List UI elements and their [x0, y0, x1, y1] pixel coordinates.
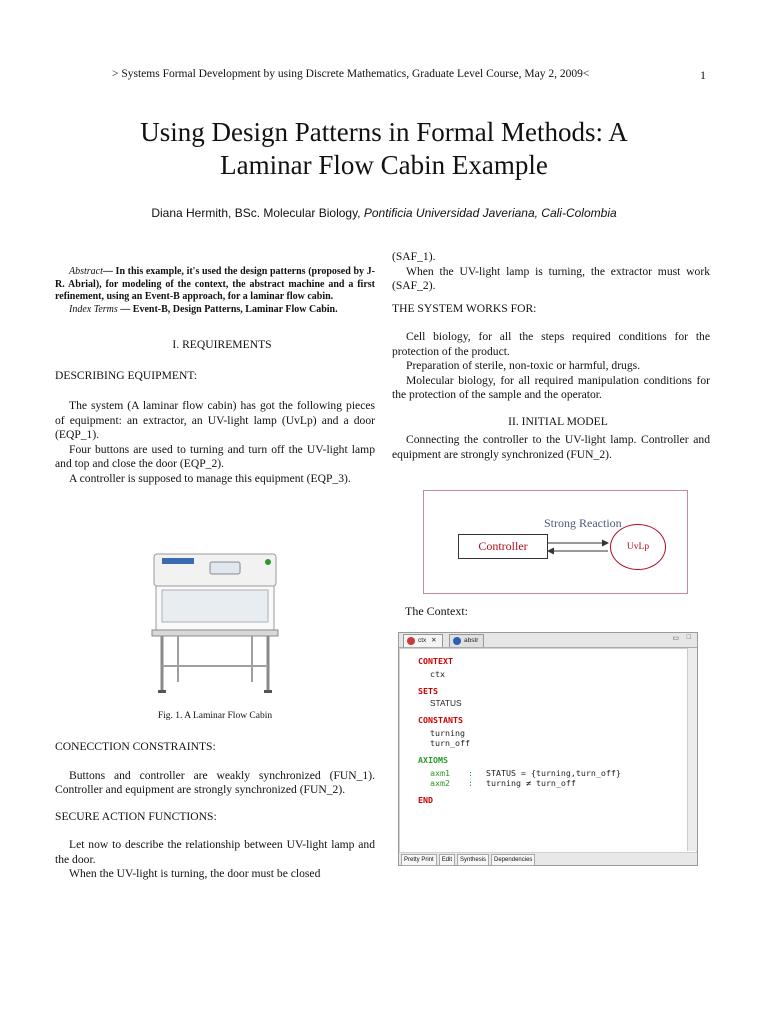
- context-keyword: CONTEXT: [418, 656, 453, 666]
- editor-scrollbar[interactable]: [687, 648, 697, 851]
- tab-edit[interactable]: Edit: [439, 854, 455, 866]
- maximize-icon[interactable]: □: [686, 634, 691, 641]
- paragraph-extractor: When the UV-light lamp is turning, the extractor must work (SAF_2).: [392, 264, 710, 292]
- tab-dependencies[interactable]: Dependencies: [491, 854, 535, 866]
- controller-diagram: [423, 490, 688, 594]
- constant-turning: turning: [430, 728, 465, 738]
- system-works-for-heading: THE SYSTEM WORKS FOR:: [392, 301, 537, 315]
- paragraph-connecting: Connecting the controller to the UV-light lamp. Controller and equipment are strongly synchronized (FUN_2).: [392, 433, 710, 461]
- axm2-label: axm2: [430, 778, 450, 788]
- editor-content: [399, 648, 697, 853]
- context-label: The Context:: [405, 604, 468, 618]
- left-column-lower: [55, 740, 375, 882]
- saf1-text: (SAF_1).: [392, 250, 436, 263]
- right-column: [392, 250, 710, 462]
- paragraph-door-closed: When the UV-light is turning, the door must be closed: [69, 867, 321, 880]
- sets-value: STATUS: [430, 698, 462, 708]
- section-heading-initial-model: II. INITIAL MODEL: [508, 414, 608, 428]
- constant-turn-off: turn_off: [430, 738, 470, 748]
- title-line-1: Using Design Patterns in Formal Methods: A: [140, 117, 628, 147]
- axm1-separator: :: [468, 768, 473, 778]
- context-icon: [407, 637, 415, 645]
- minimize-icon[interactable]: ▭: [672, 635, 679, 642]
- axm1-value: STATUS = {turning,turn_off}: [486, 768, 621, 778]
- running-head: > Systems Formal Development by using Discrete Mathematics, Graduate Level Course, May 2, 2009<: [112, 68, 590, 80]
- axm2-separator: :: [468, 778, 473, 788]
- paper-title: [80, 116, 688, 182]
- index-terms-text: — Event-B, Design Patterns, Laminar Flow Cabin.: [120, 303, 338, 315]
- tab-synthesis[interactable]: Synthesis: [457, 854, 489, 866]
- strong-reaction-label: Strong Reaction: [544, 516, 622, 530]
- connection-constraints-heading: CONECCTION CONSTRAINTS:: [55, 740, 216, 753]
- abstract-dash: —: [102, 266, 113, 277]
- axm2-value: turning ≠ turn_off: [486, 778, 576, 788]
- paragraph-cell-biology: Cell biology, for all the steps required conditions for the protection of the product.: [392, 330, 710, 358]
- close-icon[interactable]: ✕: [431, 637, 437, 644]
- tab-ctx[interactable]: [403, 634, 443, 647]
- section-heading-requirements: I. REQUIREMENTS: [172, 338, 272, 351]
- editor-tab-bar: [399, 633, 697, 648]
- page-number: 1: [700, 68, 706, 82]
- constants-keyword: CONSTANTS: [418, 715, 463, 725]
- tab-ctx-label: ctx: [418, 637, 427, 644]
- index-terms: [55, 304, 375, 317]
- left-column: [55, 266, 375, 486]
- axm1-label: axm1: [430, 768, 450, 778]
- laminar-flow-cabin-image: [148, 548, 282, 698]
- controller-box: Controller: [458, 534, 548, 559]
- paragraph-buttons: Four buttons are used to turning and turn off the UV-light lamp and top and close the door (EQP_2).: [55, 442, 375, 470]
- tab-abstr-label: abstr: [464, 637, 479, 644]
- secure-action-heading: SECURE ACTION FUNCTIONS:: [55, 809, 217, 823]
- context-name: ctx: [430, 669, 445, 679]
- paragraph-controller: A controller is supposed to manage this equipment (EQP_3).: [69, 471, 351, 485]
- author-name: Diana Hermith, BSc. Molecular Biology,: [151, 206, 361, 220]
- figure-1-caption: Fig. 1. A Laminar Flow Cabin: [157, 711, 273, 721]
- paragraph-synchronization: Buttons and controller are weakly synchronized (FUN_1). Controller and equipment are strongly synchronized (FUN_2).: [55, 768, 375, 796]
- end-keyword: END: [418, 795, 433, 805]
- paragraph-equipment: The system (A laminar flow cabin) has got the following pieces of equipment: an extractor, an UV-light lamp (UvLp) and a door (EQP_1).: [55, 399, 375, 441]
- tab-abstr[interactable]: [449, 634, 484, 647]
- index-terms-label: Index Terms: [69, 303, 118, 315]
- abstract-text: In this example, it's used the design patterns (proposed by J-R. Abrial), for modeling of the context, the abstract machine and a first refinement, using an Event-B approach, for a laminar flow cabin.: [55, 266, 375, 302]
- sets-keyword: SETS: [418, 686, 438, 696]
- author-line: [60, 206, 708, 220]
- paragraph-relationship: Let now to describe the relationship between UV-light lamp and the door.: [55, 838, 375, 866]
- paragraph-molecular-biology: Molecular biology, for all required manipulation conditions for the protection of the sample and the operator.: [392, 373, 710, 401]
- describing-equipment-heading: DESCRIBING EQUIPMENT:: [55, 368, 198, 382]
- axioms-keyword: AXIOMS: [418, 755, 448, 765]
- author-affiliation: Pontificia Universidad Javeriana, Cali-Colombia: [363, 206, 617, 220]
- abstract: [55, 266, 375, 304]
- uvlp-node: UvLp: [610, 524, 666, 570]
- machine-icon: [453, 637, 461, 645]
- title-line-2: Laminar Flow Cabin Example: [220, 150, 548, 180]
- abstract-label: Abstract: [69, 266, 103, 277]
- editor-bottom-tabs: [399, 853, 697, 865]
- tab-pretty-print[interactable]: Pretty Print: [401, 854, 437, 866]
- paragraph-preparation: Preparation of sterile, non-toxic or harmful, drugs.: [406, 359, 641, 372]
- event-b-editor-screenshot: [398, 632, 698, 866]
